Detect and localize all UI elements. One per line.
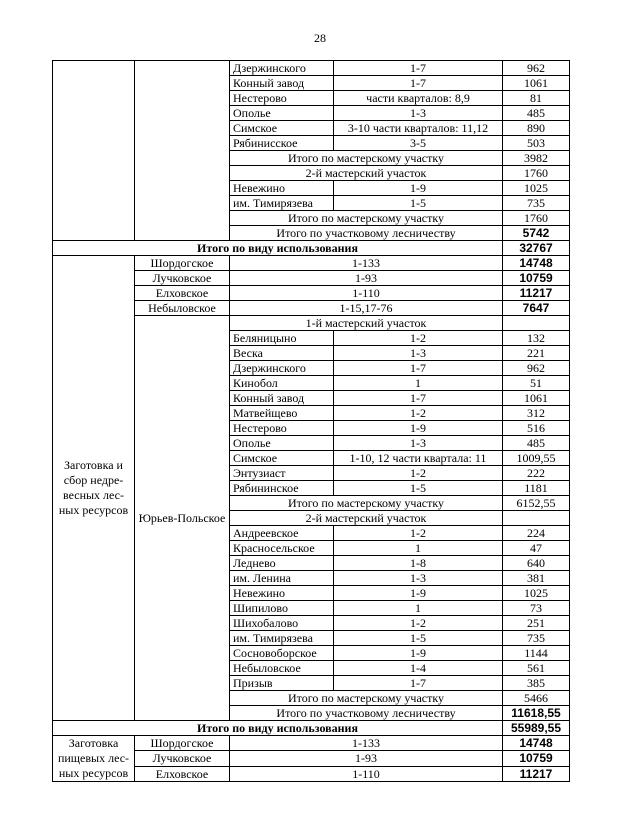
quarters-cell: 1 <box>334 376 503 391</box>
site-name-cell: Матвейщево <box>230 406 334 421</box>
table-row <box>53 256 570 271</box>
area-cell <box>503 511 570 526</box>
district-cell: Небыловское <box>135 301 230 316</box>
forest-use-table <box>52 60 570 782</box>
area-cell: 640 <box>503 556 570 571</box>
quarters-cell: 1-133 <box>230 736 503 751</box>
area-cell: 1061 <box>503 76 570 91</box>
quarters-cell: 1-2 <box>334 526 503 541</box>
site-name-cell: Дзержинского <box>230 361 334 376</box>
quarters-cell: 1-3 <box>334 436 503 451</box>
quarters-cell: 1-7 <box>334 676 503 691</box>
quarters-cell: 1-9 <box>334 421 503 436</box>
area-cell: 132 <box>503 331 570 346</box>
area-cell: 485 <box>503 106 570 121</box>
area-cell: 1025 <box>503 586 570 601</box>
quarters-cell: 1-4 <box>334 661 503 676</box>
quarters-cell: 1-5 <box>334 481 503 496</box>
use-type-line: Заготовка <box>68 736 119 750</box>
area-cell: 7647 <box>503 301 570 316</box>
area-cell: 561 <box>503 661 570 676</box>
district-cell: Лучковское <box>135 271 230 286</box>
quarters-cell: 1-10, 12 части квартала: 11 <box>334 451 503 466</box>
use-type-cell <box>53 736 135 782</box>
site-name-cell: им. Тимирязева <box>230 631 334 646</box>
site-name-cell: Конный завод <box>230 391 334 406</box>
site-name-cell: Дзержинского <box>230 61 334 76</box>
site-name-cell: Андреевское <box>230 526 334 541</box>
quarters-cell: 1-2 <box>334 616 503 631</box>
quarters-cell: 1-2 <box>334 466 503 481</box>
quarters-cell: 1-3 <box>334 346 503 361</box>
quarters-cell: 1-93 <box>230 271 503 286</box>
district-cell: Шордогское <box>135 736 230 751</box>
quarters-cell: 1-15,17-76 <box>230 301 503 316</box>
quarters-cell: 1-5 <box>334 196 503 211</box>
site-name-cell: Невежино <box>230 586 334 601</box>
area-cell: 1025 <box>503 181 570 196</box>
site-name-cell: Рябининское <box>230 481 334 496</box>
district-cell: Елховское <box>135 286 230 301</box>
quarters-cell: 1-110 <box>230 766 503 781</box>
area-cell: 55989,55 <box>503 721 570 736</box>
quarters-cell: 1-3 <box>334 571 503 586</box>
site-name-cell: Нестерово <box>230 91 334 106</box>
site-name-cell: им. Ленина <box>230 571 334 586</box>
site-name-cell: Ополье <box>230 436 334 451</box>
area-cell: 735 <box>503 196 570 211</box>
use-type-line: весных лес- <box>63 488 124 502</box>
table-row <box>53 61 570 76</box>
use-type-cell <box>53 256 135 721</box>
area-cell: 11217 <box>503 766 570 781</box>
area-cell: 962 <box>503 361 570 376</box>
site-name-cell: Красносельское <box>230 541 334 556</box>
area-cell: 10759 <box>503 751 570 766</box>
site-name-cell: Небыловское <box>230 661 334 676</box>
page-number: 28 <box>314 31 326 45</box>
table-row <box>53 721 570 736</box>
site-name-cell: Симское <box>230 121 334 136</box>
table-row <box>53 736 570 751</box>
area-cell: 890 <box>503 121 570 136</box>
area-cell: 14748 <box>503 256 570 271</box>
area-cell: 11618,55 <box>503 706 570 721</box>
use-total-label: Итого по виду использования <box>53 241 503 256</box>
site-name-cell: Веска <box>230 346 334 361</box>
area-cell: 5466 <box>503 691 570 706</box>
area-cell: 81 <box>503 91 570 106</box>
table-body <box>53 61 570 782</box>
site-name-cell: Шихобалово <box>230 616 334 631</box>
section-header: 1-й мастерский участок <box>230 316 503 331</box>
quarters-cell: 1-3 <box>334 106 503 121</box>
district-cell: Елховское <box>135 766 230 781</box>
section-header: 2-й мастерский участок <box>230 166 503 181</box>
district-cell <box>135 61 230 241</box>
site-name-cell: Рябинисское <box>230 136 334 151</box>
use-total-label: Итого по виду использования <box>53 721 503 736</box>
site-name-cell: Беляницыно <box>230 331 334 346</box>
quarters-cell: 1-9 <box>334 181 503 196</box>
area-cell: 1009,55 <box>503 451 570 466</box>
use-type-cell <box>53 61 135 241</box>
area-cell: 251 <box>503 616 570 631</box>
subtotal-label: Итого по мастерскому участку <box>230 691 503 706</box>
area-cell: 14748 <box>503 736 570 751</box>
quarters-cell: 3-10 части кварталов: 11,12 <box>334 121 503 136</box>
site-name-cell: им. Тимирязева <box>230 196 334 211</box>
site-name-cell: Кинобол <box>230 376 334 391</box>
site-name-cell: Нестерово <box>230 421 334 436</box>
area-cell <box>503 316 570 331</box>
quarters-cell: 1-2 <box>334 331 503 346</box>
area-cell: 385 <box>503 676 570 691</box>
area-cell: 73 <box>503 601 570 616</box>
quarters-cell: 1-9 <box>334 646 503 661</box>
area-cell: 224 <box>503 526 570 541</box>
district-total-label: Итого по участковому лесничеству <box>230 226 503 241</box>
area-cell: 47 <box>503 541 570 556</box>
quarters-cell: 1-7 <box>334 391 503 406</box>
area-cell: 11217 <box>503 286 570 301</box>
use-type-line: ных ресурсов <box>58 766 129 780</box>
subtotal-label: Итого по мастерскому участку <box>230 496 503 511</box>
area-cell: 1760 <box>503 211 570 226</box>
quarters-cell: 1 <box>334 541 503 556</box>
site-name-cell: Энтузиаст <box>230 466 334 481</box>
area-cell: 1144 <box>503 646 570 661</box>
use-type-line: пищевых лес- <box>57 751 130 765</box>
quarters-cell: 1 <box>334 601 503 616</box>
quarters-cell: 1-133 <box>230 256 503 271</box>
use-type-line: Заготовка и <box>64 458 123 472</box>
quarters-cell: 1-8 <box>334 556 503 571</box>
district-total-label: Итого по участковому лесничеству <box>230 706 503 721</box>
quarters-cell: 3-5 <box>334 136 503 151</box>
quarters-cell: 1-110 <box>230 286 503 301</box>
site-name-cell: Ополье <box>230 106 334 121</box>
subtotal-label: Итого по мастерскому участку <box>230 211 503 226</box>
quarters-cell: части кварталов: 8,9 <box>334 91 503 106</box>
area-cell: 32767 <box>503 241 570 256</box>
use-type-line: сбор недре- <box>63 473 124 487</box>
area-cell: 735 <box>503 631 570 646</box>
area-cell: 6152,55 <box>503 496 570 511</box>
area-cell: 1061 <box>503 391 570 406</box>
use-type-line: ных ресурсов <box>58 503 129 517</box>
area-cell: 221 <box>503 346 570 361</box>
area-cell: 962 <box>503 61 570 76</box>
quarters-cell: 1-93 <box>230 751 503 766</box>
quarters-cell: 1-7 <box>334 361 503 376</box>
quarters-cell: 1-9 <box>334 586 503 601</box>
area-cell: 485 <box>503 436 570 451</box>
area-cell: 312 <box>503 406 570 421</box>
section-header: 2-й мастерский участок <box>230 511 503 526</box>
area-cell: 1760 <box>503 166 570 181</box>
site-name-cell: Призыв <box>230 676 334 691</box>
site-name-cell: Невежино <box>230 181 334 196</box>
table-row <box>53 241 570 256</box>
area-cell: 503 <box>503 136 570 151</box>
site-name-cell: Леднево <box>230 556 334 571</box>
site-name-cell: Шипилово <box>230 601 334 616</box>
area-cell: 5742 <box>503 226 570 241</box>
quarters-cell: 1-7 <box>334 61 503 76</box>
area-cell: 3982 <box>503 151 570 166</box>
district-cell: Шордогское <box>135 256 230 271</box>
site-name-cell: Симское <box>230 451 334 466</box>
district-cell: Юрьев-Польское <box>135 316 230 721</box>
area-cell: 10759 <box>503 271 570 286</box>
quarters-cell: 1-5 <box>334 631 503 646</box>
area-cell: 51 <box>503 376 570 391</box>
area-cell: 222 <box>503 466 570 481</box>
area-cell: 516 <box>503 421 570 436</box>
quarters-cell: 1-2 <box>334 406 503 421</box>
site-name-cell: Конный завод <box>230 76 334 91</box>
district-cell: Лучковское <box>135 751 230 766</box>
area-cell: 1181 <box>503 481 570 496</box>
area-cell: 381 <box>503 571 570 586</box>
site-name-cell: Сосновоборское <box>230 646 334 661</box>
quarters-cell: 1-7 <box>334 76 503 91</box>
subtotal-label: Итого по мастерскому участку <box>230 151 503 166</box>
